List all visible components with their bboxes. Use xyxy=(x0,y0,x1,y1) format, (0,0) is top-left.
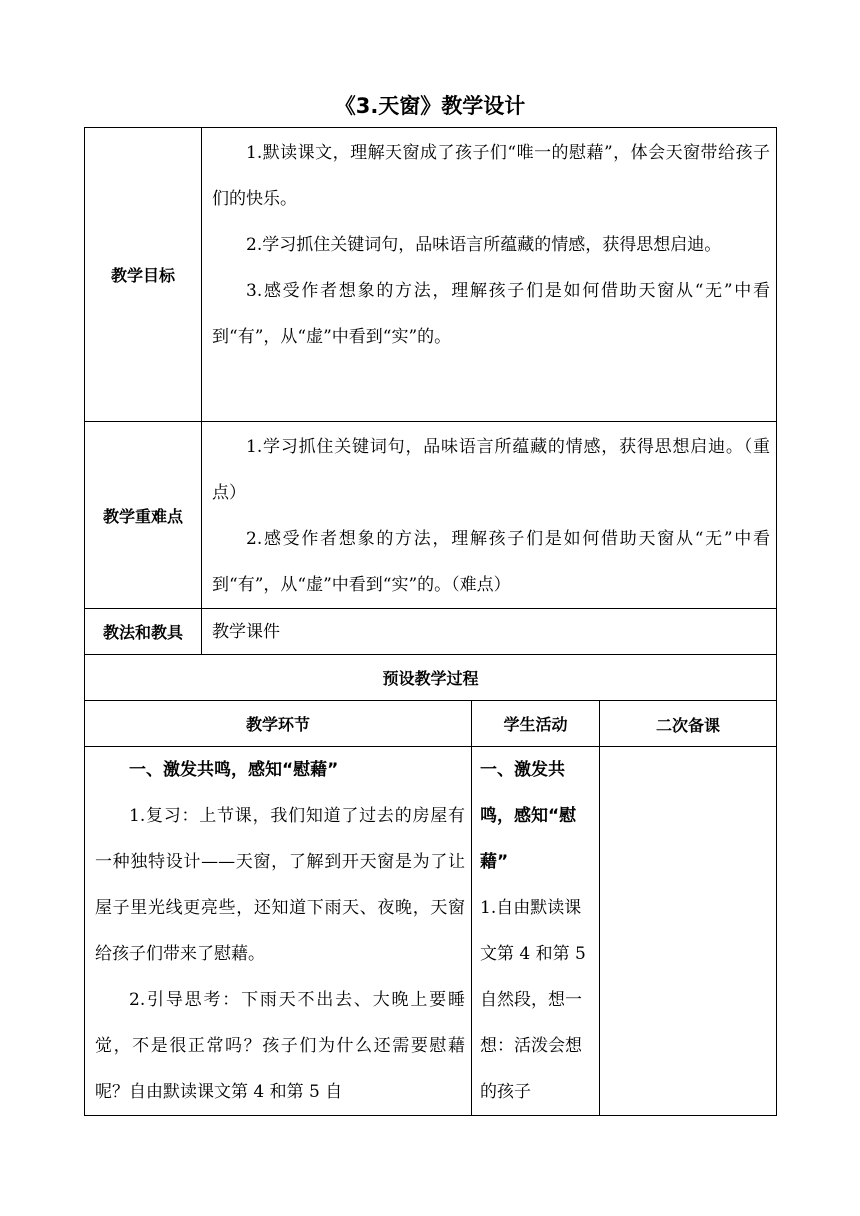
objective-item: 1.默读课文，理解天窗成了孩子们“唯一的慰藉”，体会天窗带给孩子们的快乐。 xyxy=(212,143,770,209)
objective-item: 2.学习抓住关键词句，品味语言所蕴藏的情感，获得思想启迪。 xyxy=(246,235,722,255)
key-points-label: 教学重难点 xyxy=(85,422,202,609)
teaching-paragraph: 1.复习：上节课，我们知道了过去的房屋有一种独特设计——天窗，了解到开天窗是为了让屋子里光线更亮些，还知道下雨天、夜晚，天窗给孩子们带来了慰藉。 xyxy=(95,806,465,964)
teaching-paragraph: 2.引导思考：下雨天不出去、大晚上要睡觉，不是很正常吗？孩子们为什么还需要慰藉呢？自由默读课文第 4 和第 5 自 xyxy=(95,990,465,1102)
student-cell xyxy=(472,747,600,1116)
key-points-row xyxy=(85,422,777,609)
teaching-section-title: 一、激发共鸣，感知“慰藉” xyxy=(129,760,339,780)
student-text: 1.自由默读课文第 4 和第 5 自然段，想一想：活泼会想的孩子 xyxy=(480,898,586,1102)
second-prep-cell xyxy=(600,747,777,1116)
methods-value: 教学课件 xyxy=(212,621,280,642)
objectives-content xyxy=(202,128,777,422)
page-title: 《3.天窗》教学设计 xyxy=(334,94,526,118)
teaching-cell xyxy=(85,747,472,1116)
col-second-header: 二次备课 xyxy=(600,701,777,747)
objectives-label: 教学目标 xyxy=(85,128,202,422)
methods-row xyxy=(85,609,777,655)
methods-label: 教法和教具 xyxy=(85,609,202,655)
key-point-item: 2.感受作者想象的方法，理解孩子们是如何借助天窗从“无”中看到“有”，从“虚”中看到“实”的。（难点） xyxy=(212,529,770,595)
process-columns-row xyxy=(85,701,777,747)
objective-item: 3.感受作者想象的方法，理解孩子们是如何借助天窗从“无”中看到“有”，从“虚”中看到“实”的。 xyxy=(212,281,770,347)
process-content-row xyxy=(85,747,777,1116)
col-teaching-header: 教学环节 xyxy=(85,701,472,747)
objectives-row xyxy=(85,128,777,422)
key-points-content xyxy=(202,422,777,609)
lesson-plan-table xyxy=(84,127,777,1116)
student-section-title: 一、激发共鸣，感知“慰藉” xyxy=(480,760,577,872)
process-heading: 预设教学过程 xyxy=(85,655,777,701)
col-student-header: 学生活动 xyxy=(472,701,600,747)
key-point-item: 1.学习抓住关键词句，品味语言所蕴藏的情感，获得思想启迪。（重点） xyxy=(212,437,770,503)
methods-content xyxy=(202,609,777,655)
process-heading-row xyxy=(85,655,777,701)
